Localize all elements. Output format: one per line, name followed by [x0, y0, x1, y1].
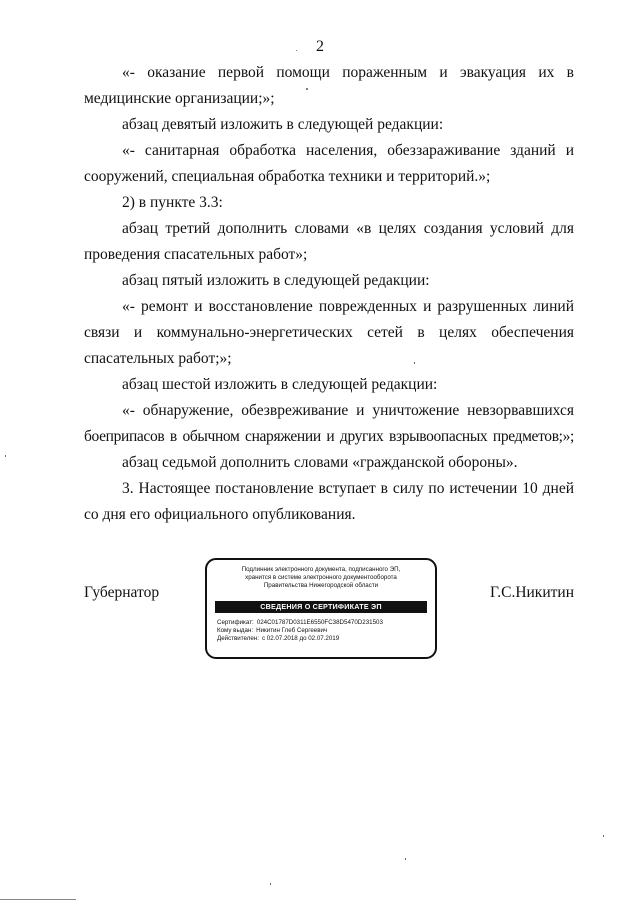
electronic-signature-stamp [205, 558, 437, 659]
text-line: проведения спасательных работ»; [84, 246, 308, 263]
paragraph [84, 190, 574, 216]
text-line: связи и коммунально-энергетических сетей в целях обеспечения [84, 324, 574, 341]
text-line: «- обнаружение, обезвреживание и уничтожение невзорвавшихся [122, 402, 574, 419]
issued-to-value: Никитин Глеб Сергеевич [256, 627, 328, 634]
validity-label: Действителен: [217, 635, 259, 642]
text-line: медицинские организации;»; [84, 90, 275, 107]
scan-speck [603, 835, 604, 837]
paragraph [84, 138, 574, 190]
text-line: 2) в пункте 3.3: [122, 194, 223, 211]
certificate-value: 024C01787D0311E6550FC38D5470D231503 [256, 619, 383, 626]
text-line: абзац седьмой дополнить словами «гражданской обороны». [122, 454, 518, 471]
text-line: абзац пятый изложить в следующей редакции: [122, 272, 430, 289]
text-line: 3. Настоящее постановление вступает в силу по истечении 10 дней [122, 480, 574, 497]
paragraph [84, 268, 574, 294]
text-line: абзац шестой изложить в следующей редакции: [122, 376, 438, 393]
paragraph [84, 216, 574, 268]
paragraph [84, 294, 574, 372]
scan-speck [296, 50, 297, 51]
scan-speck [5, 455, 6, 457]
stamp-details [217, 619, 383, 643]
paragraph [84, 476, 574, 528]
certificate-label: Сертификат: [217, 619, 254, 626]
signature-block [84, 555, 574, 665]
scan-speck [270, 883, 271, 885]
text-line: сооружений, специальная обработка техники и территорий.»; [84, 168, 491, 185]
paragraph [84, 112, 574, 138]
text-line: со дня его официального опубликования. [84, 506, 356, 523]
signer-position: Губернатор [84, 584, 160, 601]
text-line: «- ремонт и восстановление поврежденных и разрушенных линий [122, 298, 574, 315]
signer-name: Г.С.Никитин [490, 584, 574, 601]
issued-to-row [217, 627, 383, 635]
validity-row [217, 635, 383, 643]
stamp-caption-line: Подлинник электронного документа, подписанного ЭП, [241, 566, 401, 573]
text-line: «- санитарная обработка населения, обеззараживание зданий и [122, 142, 574, 159]
page-number: 2 [316, 38, 324, 55]
text-line: спасательных работ;»; [84, 350, 232, 367]
certificate-row [217, 619, 383, 627]
validity-value: с 02.07.2018 до 02.07.2019 [261, 635, 340, 642]
scan-speck [405, 858, 406, 860]
text-line: «- оказание первой помощи пораженным и эвакуация их в [122, 64, 574, 81]
stamp-caption-line: Правительства Нижегородской области [263, 582, 379, 589]
scan-speck [306, 88, 308, 90]
text-line: абзац девятый изложить в следующей редакции: [122, 116, 444, 133]
text-line: абзац третий дополнить словами «в целях создания условий для [122, 220, 574, 237]
document-body [84, 60, 574, 528]
scan-speck [414, 362, 415, 364]
paragraph [84, 450, 574, 476]
text-line: боеприпасов в обычном снаряжении и других взрывоопасных предметов;»; [84, 428, 574, 445]
paragraph [84, 398, 574, 450]
margin-line [0, 899, 76, 900]
stamp-title: СВЕДЕНИЯ О СЕРТИФИКАТЕ ЭП [215, 601, 427, 613]
stamp-caption-line: хранится в системе электронного документооборота [245, 574, 397, 581]
stamp-caption [213, 566, 429, 590]
issued-to-label: Кому выдан: [217, 627, 254, 634]
paragraph [84, 372, 574, 398]
paragraph [84, 60, 574, 112]
